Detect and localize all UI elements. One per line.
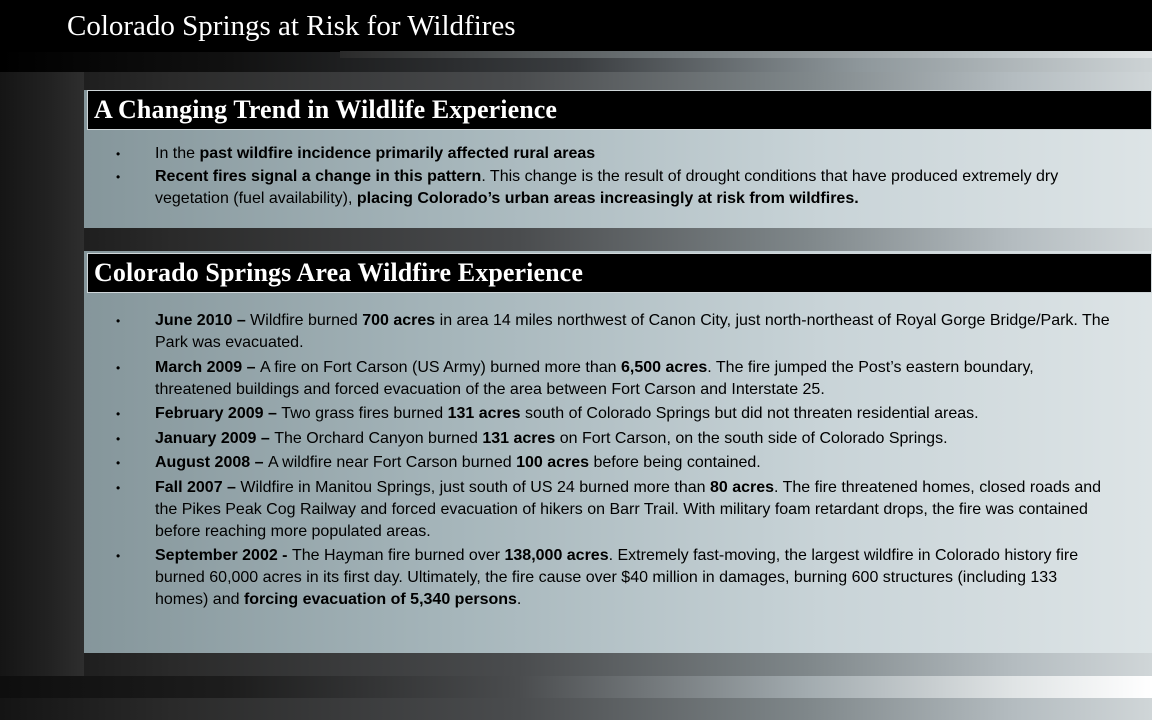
text-run: . Extremely fast-moving, the largest wildfire in Colorado history fire burned 60,000 acres in its first day. Ultimately, the fire cause over $40 million in damages, burning 600 structures (including 133 homes) and (155, 547, 1079, 608)
title-accent-line (340, 51, 1152, 58)
text-run: in area 14 miles northwest of Canon City, just north-northeast of Royal Gorge Bridge/Park. The Park was evacuated. (155, 312, 1110, 351)
bullet-dot: • (116, 549, 121, 563)
text-run: Wildfire burned (250, 312, 363, 329)
bold-text: January 2009 – (155, 429, 275, 447)
text-run: Two grass fires burned (281, 405, 448, 422)
text-run: on Fort Carson, on the south side of Colorado Springs. (555, 429, 948, 447)
bullet-item (84, 428, 1152, 450)
bold-text: Fall 2007 – (155, 478, 241, 496)
text-run: In the (155, 145, 200, 162)
slide-title: Colorado Springs at Risk for Wildfires (67, 10, 516, 42)
text-run: south of Colorado Springs but did not threaten residential areas. (520, 405, 979, 422)
bold-text: 100 acres (516, 454, 590, 471)
section-area-experience (84, 251, 1152, 653)
bullet-item (84, 545, 1152, 611)
bullet-item (84, 357, 1152, 401)
section-changing-trend (84, 90, 1152, 228)
bold-text: 80 acres (709, 478, 775, 496)
text-run: A wildfire near Fort Carson burned (267, 454, 517, 471)
bullet-dot: • (116, 314, 121, 328)
bullet-item (84, 477, 1152, 543)
bold-text: August 2008 – (155, 454, 268, 471)
bold-text: 131 acres (482, 429, 556, 447)
title-bar (0, 0, 1152, 52)
bold-text: 131 acres (447, 405, 521, 422)
text-run: before being contained. (589, 454, 761, 471)
text-run: A fire on Fort Carson (US Army) burned more than (259, 358, 621, 376)
bullet-item (84, 310, 1152, 354)
bullet-dot: • (116, 480, 121, 495)
bullet-dot: • (116, 170, 121, 184)
section-heading: A Changing Trend in Wildlife Experience (94, 95, 558, 124)
section-heading: Colorado Springs Area Wildfire Experience (94, 258, 583, 287)
bold-text: 6,500 acres (620, 358, 708, 376)
text-run: . The fire jumped the Post’s eastern boundary, threatened buildings and forced evacuation of the area between Fort Carson and Interstate 25. (155, 358, 1034, 398)
bold-text: September 2002 - (155, 547, 292, 564)
bold-text: Recent fires signal a change in this pattern (155, 168, 482, 185)
text-run: . The fire threatened homes, closed roads and the Pikes Peak Cog Railway and forced evacuation of hikers on Barr Trail. With military foam retardant drops, the fire was contained before reaching more populated areas. (155, 478, 1102, 540)
bullet-item (84, 143, 1152, 165)
bold-text: 700 acres (362, 312, 436, 329)
section-header (87, 253, 1152, 293)
bold-text: 138,000 acres (504, 547, 609, 564)
bold-text: placing Colorado’s urban areas increasingly at risk from wildfires. (356, 190, 859, 207)
bullet-dot: • (116, 431, 121, 446)
text-run: The Orchard Canyon burned (274, 429, 483, 447)
text-run: . This change is the result of drought conditions that have produced extremely dry vegetation (fuel availability), (155, 168, 1059, 207)
bullet-item (84, 166, 1152, 210)
section-header (87, 90, 1152, 130)
bold-text: forcing evacuation of 5,340 persons (243, 591, 517, 608)
bold-text: June 2010 – (155, 312, 251, 329)
bold-text: past wildfire incidence primarily affected rural areas (199, 145, 596, 162)
bullet-dot: • (116, 147, 121, 161)
text-run: Wildfire in Manitou Springs, just south of US 24 burned more than (240, 478, 710, 496)
bullet-item (84, 403, 1152, 425)
bold-text: March 2009 – (155, 358, 260, 376)
bullet-list (84, 143, 1152, 210)
bottom-band (0, 676, 1152, 698)
bullet-list (84, 310, 1152, 611)
bullet-dot: • (116, 360, 121, 375)
bold-text: February 2009 – (155, 405, 282, 422)
text-run: . (516, 591, 522, 608)
bullet-item (84, 452, 1152, 474)
left-shade (0, 72, 84, 676)
bullet-dot: • (116, 407, 121, 421)
text-run: The Hayman fire burned over (291, 547, 505, 564)
bullet-dot: • (116, 456, 121, 470)
